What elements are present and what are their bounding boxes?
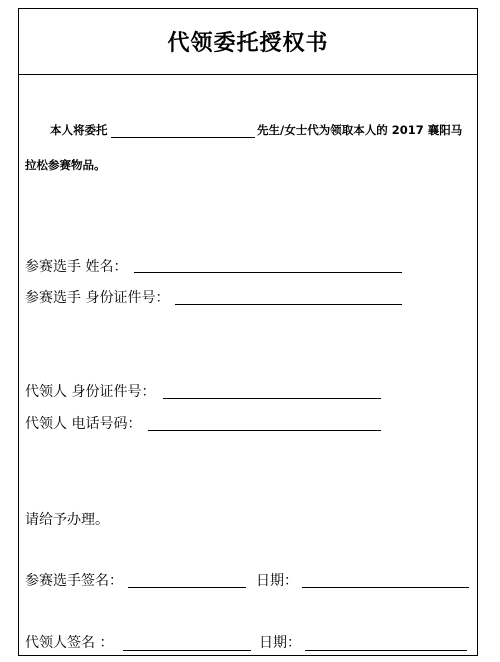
participant-sign-label: 参赛选手签名：: [25, 573, 123, 589]
participant-sign-blank[interactable]: [128, 587, 246, 588]
proxy-date-label: 日期：: [259, 635, 301, 651]
participant-date-label: 日期：: [256, 573, 298, 589]
proxy-id-blank[interactable]: [163, 398, 381, 399]
proxy-phone-label: 代领人 电话号码：: [25, 416, 142, 432]
participant-date-blank[interactable]: [302, 587, 469, 588]
request-text: 请给予办理。: [25, 512, 109, 528]
proxy-id-label: 代领人 身份证件号：: [25, 384, 156, 400]
title-box: [19, 9, 477, 75]
proxy-sign-label: 代领人签名 ：: [25, 635, 114, 651]
participant-name-label: 参赛选手 姓名：: [25, 259, 128, 275]
intro-prefix: 本人将委托: [50, 123, 108, 137]
form-title: 代领委托授权书: [167, 31, 329, 56]
proxy-sign-blank[interactable]: [123, 650, 251, 651]
proxy-name-blank[interactable]: [111, 137, 255, 138]
participant-name-blank[interactable]: [134, 272, 402, 273]
authorization-form: [18, 8, 478, 656]
participant-id-label: 参赛选手 身份证件号：: [25, 290, 170, 306]
intro-suffix: 先生/女士代为领取本人的 2017 襄阳马: [257, 123, 463, 137]
proxy-phone-blank[interactable]: [148, 430, 381, 431]
participant-id-blank[interactable]: [175, 304, 402, 305]
intro-line2: 拉松参赛物品。: [25, 158, 106, 172]
proxy-date-blank[interactable]: [305, 650, 467, 651]
